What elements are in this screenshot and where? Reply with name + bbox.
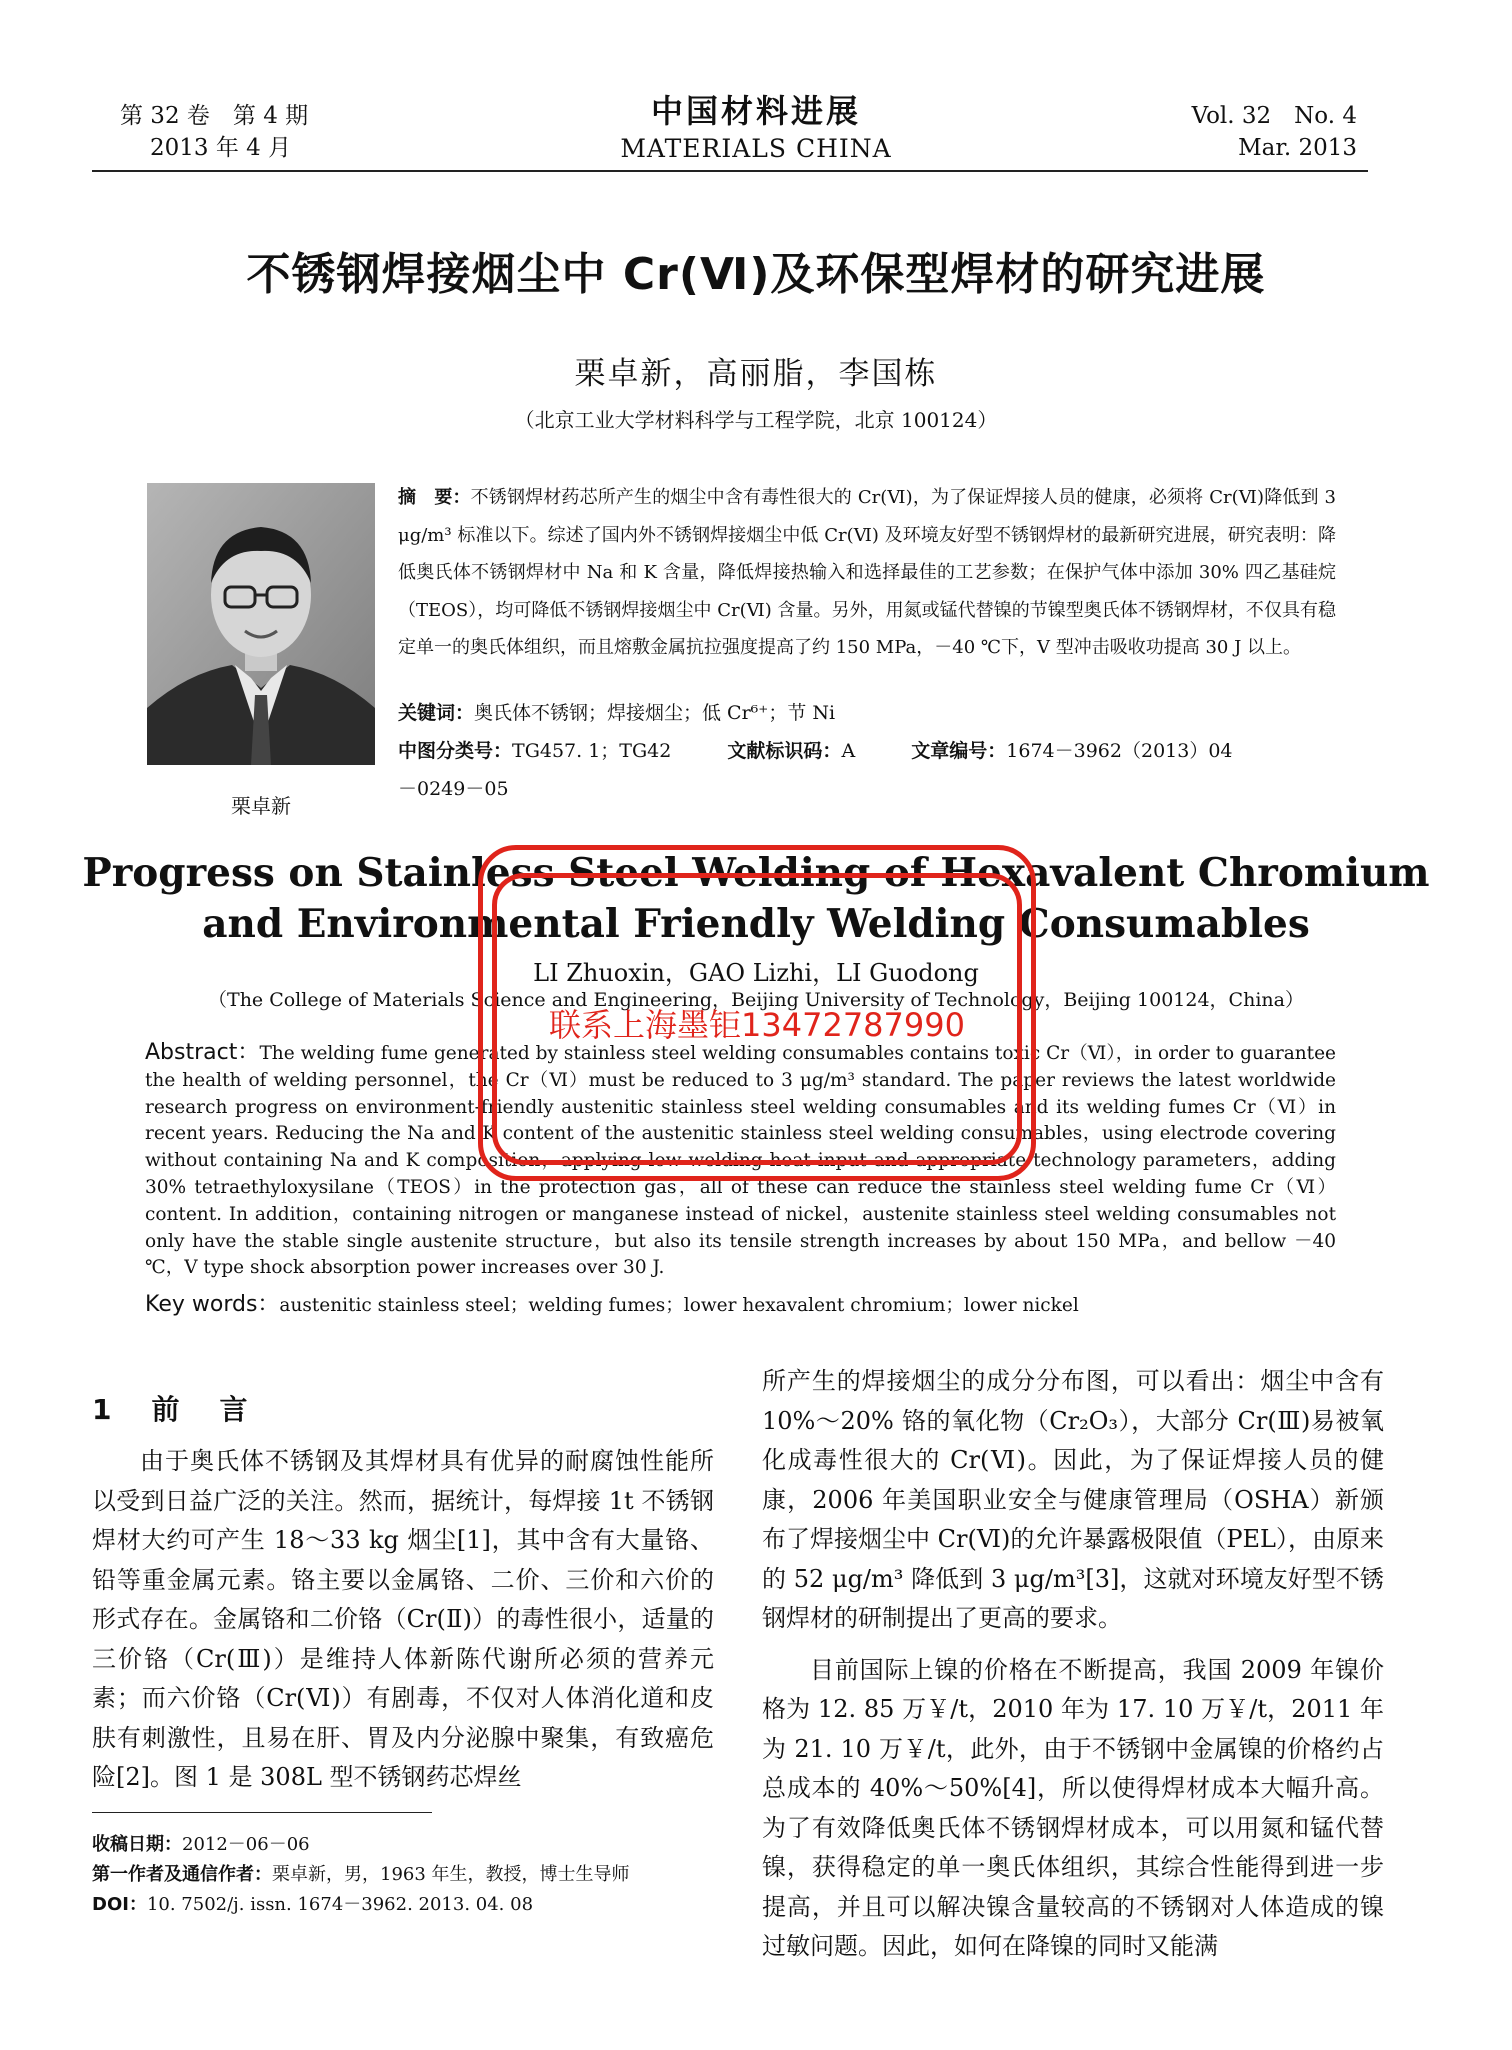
clc-value: TG457. 1；TG42 [512, 740, 672, 762]
doi [92, 1890, 714, 1920]
paper-title-cn: 不锈钢焊接烟尘中 Cr(Ⅵ)及环保型焊材的研究进展 [246, 249, 1266, 300]
abstract-en-text: The welding fume generated by stainless steel welding consumables contains toxic Cr（Ⅵ），in order to guarantee the health of welding personnel，the Cr（Ⅵ）must be reduced to 3 μg/m³ standard. The paper reviews the latest worldwide research progress on environment-friendly austenitic stainless steel welding consumables and its welding fumes Cr（Ⅵ）in recent years. Reducing the Na and K content of the austenitic stainless steel welding consumables，using electrode covering without containing Na and K composition，applying low welding heat input and appropriate technology parameters，adding 30% tetraethyloxysilane（TEOS）in the protection gas，all of these can reduce the stainless steel welding fume Cr（Ⅵ）content. In addition，containing nitrogen or manganese instead of nickel，austenite stainless steel welding consumables not only have the stable single austenite structure，but also its tensile strength increases by about 150 MPa，and bellow －40 ℃，V type shock absorption power increases over 30 J. [145, 1043, 1336, 1279]
keywords-en [145, 1287, 1336, 1318]
clc-label: 中图分类号： [398, 740, 513, 762]
paper-title-en-line2: and Environmental Friendly Welding Consumables [202, 901, 1310, 947]
affiliation-cn: （北京工业大学材料科学与工程学院，北京 100124） [514, 408, 998, 432]
footnote-rule [92, 1812, 432, 1813]
paper-title-en-line1: Progress on Stainless Steel Welding of Hexavalent Chromium [82, 850, 1430, 896]
author-photo [147, 483, 375, 765]
authors-en: LI Zhuoxin，GAO Lizhi，LI Guodong [533, 959, 979, 987]
abstract-cn-label: 摘 要： [398, 487, 471, 508]
article-no-label: 文章编号： [911, 740, 1007, 762]
body-paragraph: 所产生的焊接烟尘的成分分布图，可以看出：烟尘中含有 10%～20% 铬的氧化物（Cr₂O₃），大部分 Cr(Ⅲ)易被氧化成毒性很大的 Cr(Ⅵ)。因此，为了保证焊接人员的健康，2006 年美国职业安全与健康管理局（OSHA）新颁布了焊接烟尘中 Cr(Ⅵ)的允许暴露极限值（PEL），由原来的 52 μg/m³ 降低到 3 μg/m³[3]，这就对环境友好型不锈钢焊材的研制提出了更高的要求。 [762, 1367, 1384, 1632]
authors-cn: 栗卓新，高丽脂，李国栋 [574, 356, 938, 392]
keywords-cn-text: 奥氏体不锈钢；焊接烟尘；低 Cr⁶⁺；节 Ni [474, 702, 836, 724]
volume-issue-en: Vol. 32 No. 4 [1191, 103, 1357, 129]
keywords-cn [398, 698, 1336, 725]
received-label: 收稿日期： [92, 1834, 182, 1855]
classification-row [398, 736, 1336, 763]
photo-caption: 栗卓新 [231, 794, 291, 818]
doc-code-value: A [841, 740, 856, 762]
date-cn: 2013 年 4 月 [150, 135, 292, 161]
volume-issue-cn: 第 32 卷 第 4 期 [120, 103, 309, 129]
abstract-cn [398, 479, 1336, 667]
watermark-stamp-text: 联系上海墨钜13472787990 [549, 1006, 965, 1044]
keywords-cn-label: 关键词： [398, 702, 475, 724]
abstract-cn-text: 不锈钢焊材药芯所产生的烟尘中含有毒性很大的 Cr(Ⅵ)，为了保证焊接人员的健康，必须将 Cr(Ⅵ)降低到 3 μg/m³ 标准以下。综述了国内外不锈钢焊接烟尘中低 Cr(Ⅵ) 及环境友好型不锈钢焊材的最新研究进展，研究表明：降低奥氏体不锈钢焊材中 Na 和 K 含量，降低焊接热输入和选择最佳的工艺参数；在保护气体中添加 30% 四乙基硅烷（TEOS），均可降低不锈钢焊接烟尘中 Cr(Ⅵ) 含量。另外，用氮或锰代替镍的节镍型奥氏体不锈钢焊材，不仅具有稳定单一的奥氏体组织，而且熔敷金属抗拉强度提高了约 150 MPa，－40 ℃下，V 型冲击吸收功提高 30 J 以上。 [398, 487, 1337, 658]
abstract-en-label: Abstract： [145, 1040, 260, 1065]
section-heading-intro: 1 前 言 [92, 1393, 254, 1426]
corresponding-author [92, 1860, 714, 1890]
journal-name-cn: 中国材料进展 [650, 92, 861, 130]
body-column-right [762, 1362, 1384, 1967]
body-paragraph: 目前国际上镍的价格在不断提高，我国 2009 年镍价格为 12. 85 万￥/t，2010 年为 17. 10 万￥/t，2011 年为 21. 10 万￥/t，此外，由于不锈钢中金属镍的价格约占总成本的 40%～50%[4]，所以使得焊材成本大幅升高。为了有效降低奥氏体不锈钢焊材成本，可以用氮和锰代替镍，获得稳定的单一奥氏体组织，其综合性能得到进一步提高，并且可以解决镍含量较高的不锈钢对人体造成的镍过敏问题。因此，如何在降镍的同时又能满 [762, 1655, 1384, 1960]
author-portrait-image [147, 483, 375, 765]
article-no-value: 1674－3962（2013）04 [1006, 740, 1233, 762]
body-column-left: 由于奥氏体不锈钢及其焊材具有优异的耐腐蚀性能所以受到日益广泛的关注。然而，据统计，每焊接 1t 不锈钢焊材大约可产生 18～33 kg 烟尘[1]，其中含有大量铬、铅等重金属元素。铬主要以金属铬、二价、三价和六价的形式存在。金属铬和二价铬（Cr(Ⅱ)）的毒性很小，适量的三价铬（Cr(Ⅲ)）是维持人体新陈代谢所必须的营养元素；而六价铬（Cr(Ⅵ)）有剧毒，不仅对人体消化道和皮肤有刺激性，且易在肝、胃及内分泌腺中聚集，有致癌危险[2]。图 1 是 308L 型不锈钢药芯焊丝 [92, 1447, 714, 1791]
issue-info-en [1192, 100, 1357, 164]
footnotes [92, 1830, 714, 1920]
doi-label: DOI： [92, 1894, 147, 1915]
keywords-en-label: Key words： [145, 1292, 280, 1317]
article-no-continued: －0249－05 [398, 778, 509, 800]
keywords-en-text: austenitic stainless steel；welding fumes；lower hexavalent chromium；lower nickel [279, 1295, 1079, 1316]
header-rule [92, 170, 1368, 172]
received-value: 2012－06－06 [182, 1834, 310, 1855]
author-note-label: 第一作者及通信作者： [92, 1864, 272, 1885]
date-en: Mar. 2013 [1238, 135, 1357, 161]
doc-code-label: 文献标识码： [727, 740, 842, 762]
affiliation-en: （The College of Materials Science and Engineering，Beijing University of Technology，Beijing 100124，China） [208, 989, 1304, 1011]
received-date [92, 1830, 714, 1860]
author-note-value: 栗卓新，男，1963 年生，教授，博士生导师 [272, 1864, 630, 1885]
journal-name-en: MATERIALS CHINA [620, 134, 892, 163]
doi-value: 10. 7502/j. issn. 1674－3962. 2013. 04. 08 [146, 1894, 534, 1915]
